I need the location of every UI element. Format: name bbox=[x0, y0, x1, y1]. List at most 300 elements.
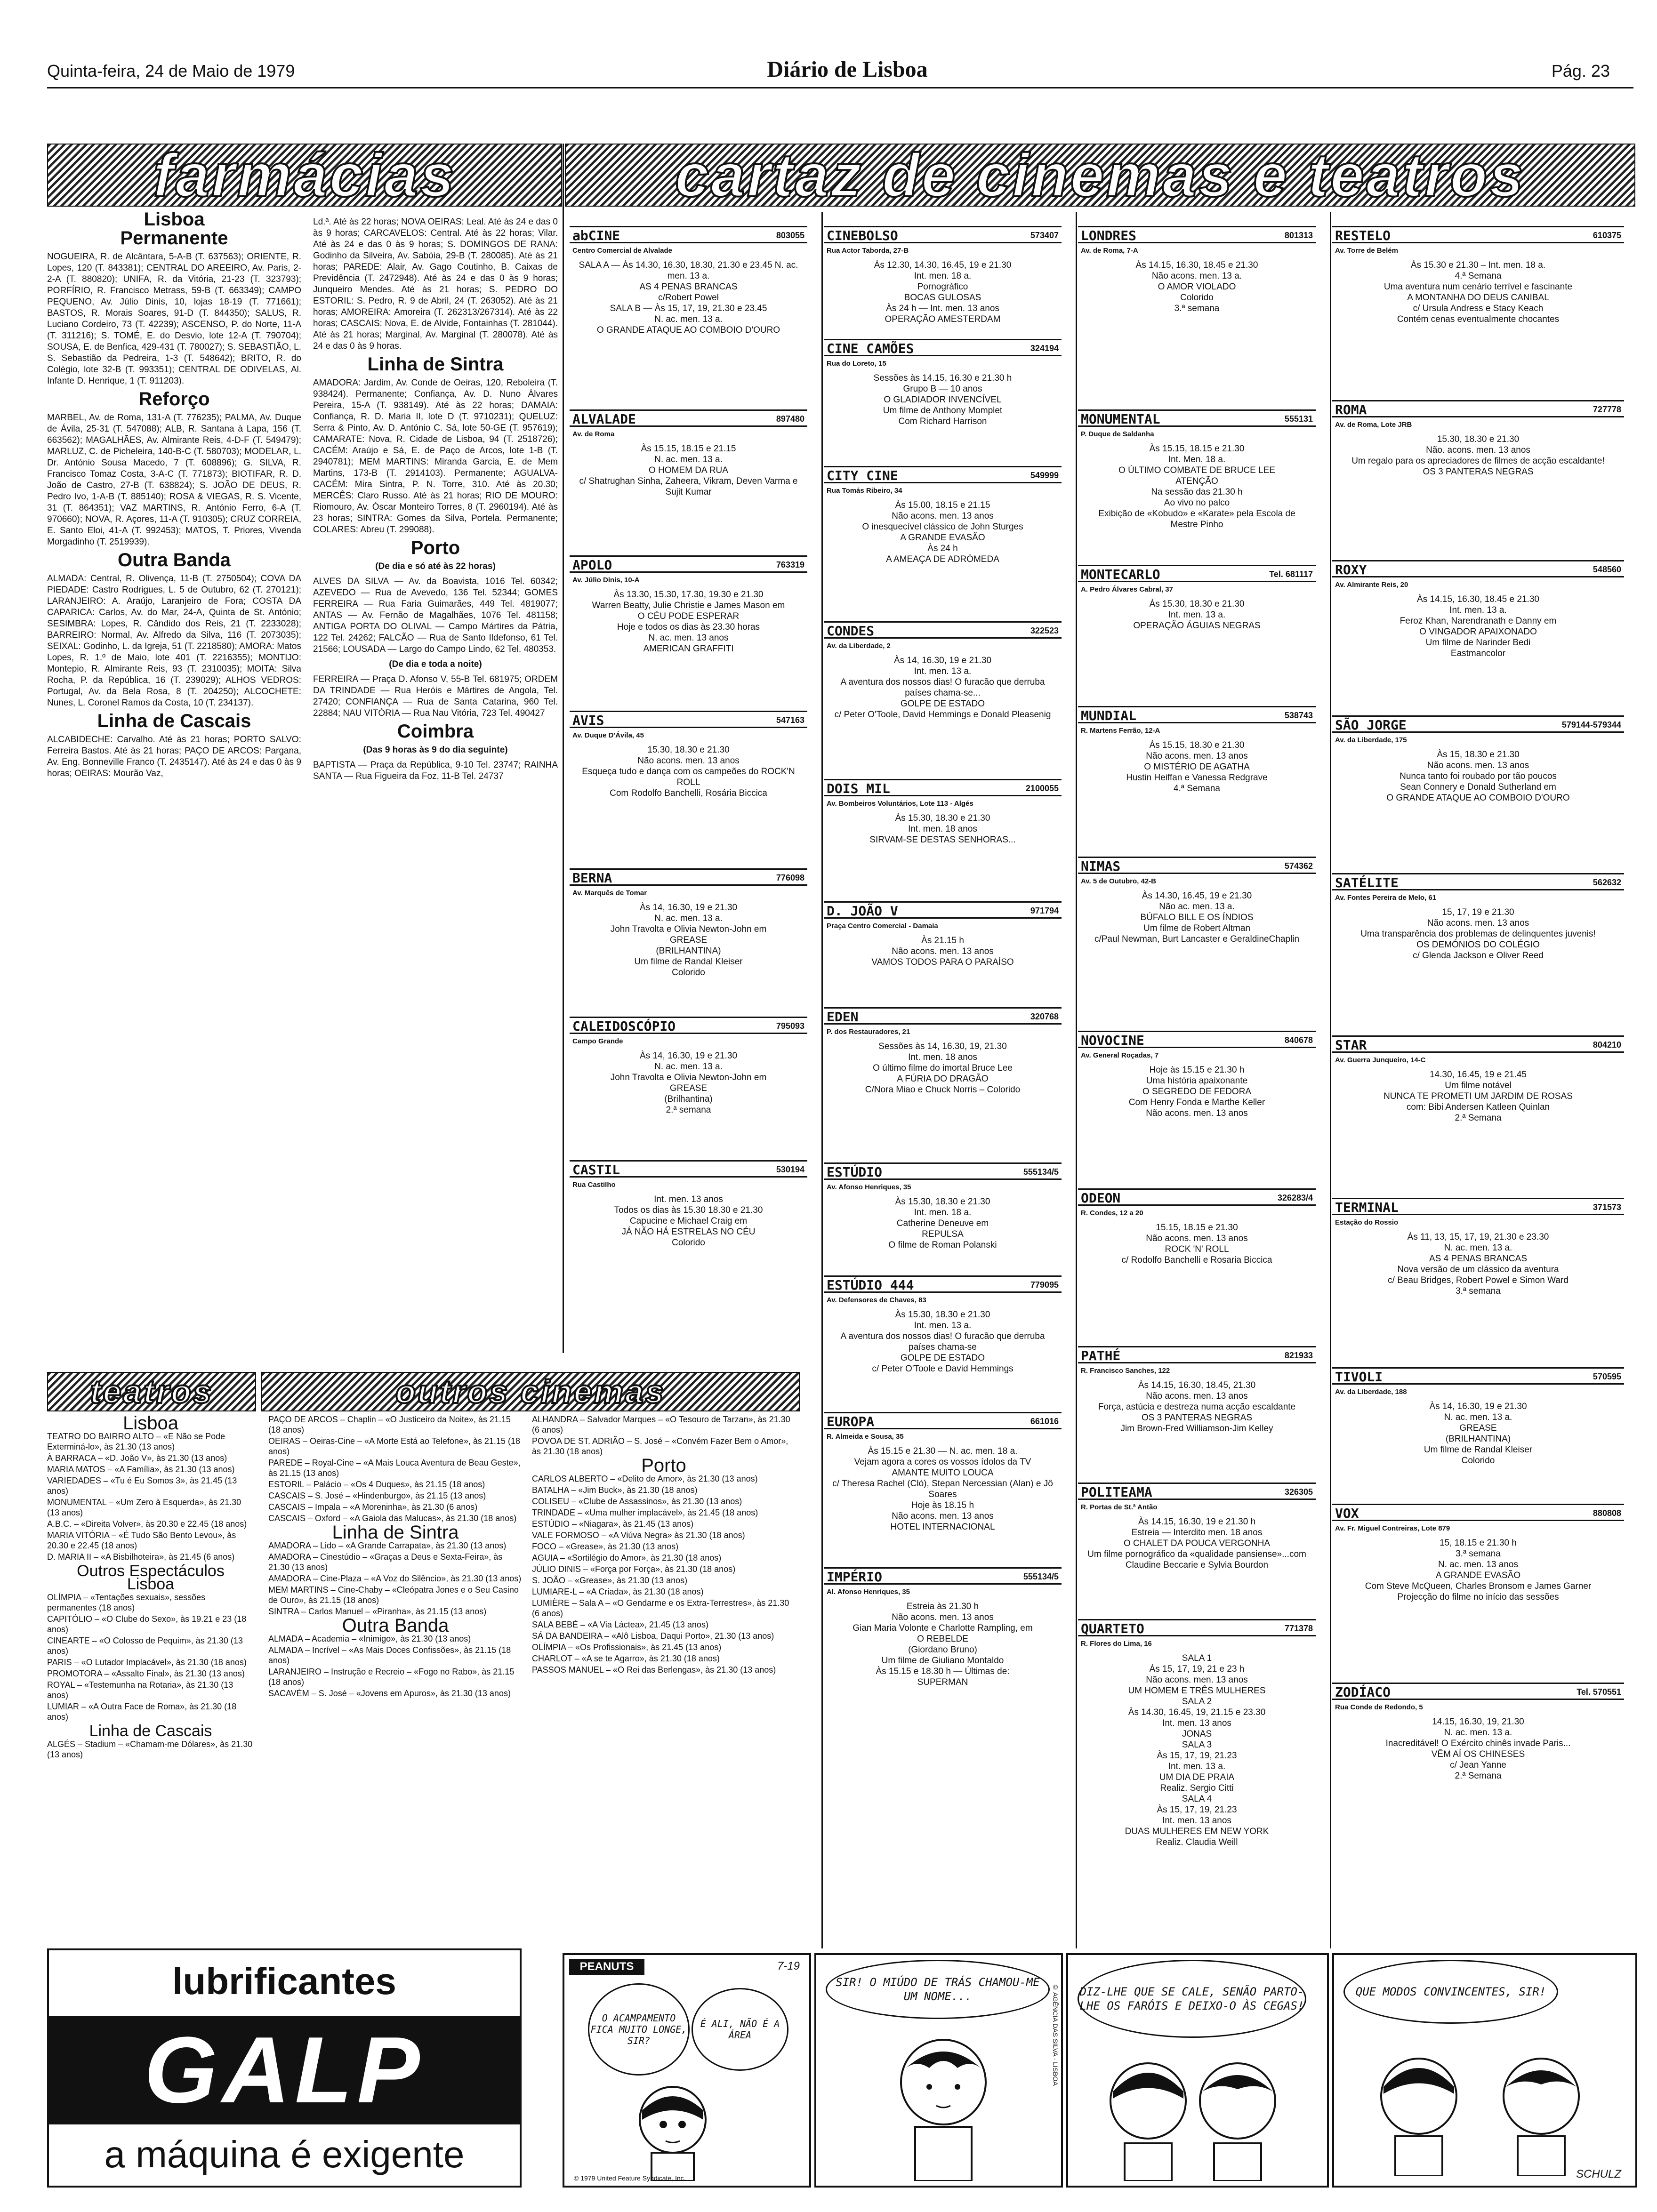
cinema-name: EUROPA bbox=[827, 1414, 875, 1429]
cinema-address: Av. da Liberdade, 2 bbox=[827, 642, 891, 650]
cinema-phone: 555134/5 bbox=[1023, 1572, 1059, 1581]
cinema-phone: 971794 bbox=[1030, 906, 1059, 915]
cinema-program: Às 15.30, 18.30 e 21.30 Int. men. 18 a. Catherine Deneuve em REPULSA O filme de Roman Polanski bbox=[888, 1197, 997, 1250]
cinema-address: Av. 5 de Outubro, 42-B bbox=[1081, 877, 1157, 885]
outros-espectaculos-heading: Outros Espectáculos bbox=[77, 1562, 225, 1580]
ad-slogan: a máquina é exigente bbox=[104, 2133, 465, 2175]
coimbra-heading: Coimbra bbox=[397, 721, 474, 742]
cinema-header bbox=[1078, 1032, 1316, 1048]
porto-heading: Porto bbox=[410, 537, 460, 558]
cinema-header bbox=[1078, 707, 1316, 723]
cinema-program: 15, 17, 19 e 21.30 Não acons. men. 13 anos Uma transparência dos problemas de delinquentes juvenis! OS DEMÓNIOS DO COLÉGIO c/ Glenda Jackson e Oliver Reed bbox=[1360, 907, 1596, 961]
cinema-name: CINE CAMÕES bbox=[827, 341, 914, 356]
cinema-name: DOIS MIL bbox=[827, 781, 890, 796]
cinema-listing bbox=[1078, 857, 1316, 1027]
cinema-name: MONUMENTAL bbox=[1081, 411, 1160, 427]
cinema-header bbox=[1078, 1484, 1316, 1500]
cinema-address: Centro Comercial de Alvalade bbox=[572, 247, 673, 255]
outros-cinemas-banner bbox=[261, 1372, 800, 1411]
header-rule bbox=[47, 87, 1633, 88]
cinema-header bbox=[1078, 858, 1316, 874]
cinema-program: Hoje às 15.15 e 21.30 h Uma história apaixonante O SEGREDO DE FEDORA Com Henry Fonda e Marthe Keller Não acons. men. 13 anos bbox=[1128, 1065, 1265, 1118]
reforco-list: MARBEL, Av. de Roma, 131-A (T. 776235); PALMA, Av. Duque de Ávila, 25-31 (T. 547088); ALB, R. Santana à Lapa, 156 (T. 663562); MAGALHÃES, Av. Almirante Reis, 4-D-F (T. 549479); MARLUZ, C. de Picheleira, 140-B-C (T. 580703); MODELAR, L. Dr. António Sousa Macedo, 7 (T. 608896); G. SILVA, R. Francisco Tomaz Costa, 3-A-C (T. 771873); BIOTIFAR, R. D. João de Castro, 27-B (T. 638824); S. JOÃO DE DEUS, R. Pedro Ivo, 1-A-B (T. 885140); ROSA & VIEGAS, R. S. Vicente, 31 (T. 864351); VAZ MARTINS, R. António Ferro, 6-A (T. 970660); NOVA, R. Açores, 11-A (T. 910305); CRUZ CORREIA, E. Santo Eloi, 41-A (T. 992453); MATOS, T. Priores, Vivenda Morgadinho (T. 2519939). bbox=[47, 413, 301, 547]
cinema-name: CALEIDOSCÓPIO bbox=[572, 1018, 676, 1034]
cinema-phone: 579144-579344 bbox=[1561, 720, 1621, 729]
cinema-phone: 2100055 bbox=[1025, 784, 1059, 793]
cinema-name: TIVOLI bbox=[1335, 1369, 1383, 1385]
cinema-header bbox=[1332, 717, 1624, 733]
cinema-listing bbox=[824, 1412, 1062, 1563]
cinema-header bbox=[1078, 566, 1316, 582]
teatros-section bbox=[47, 1414, 254, 1937]
cinema-address: Rua Tomás Ribeiro, 34 bbox=[827, 487, 902, 495]
cinema-phone: Tel. 681117 bbox=[1269, 569, 1313, 579]
listing-entry: MONUMENTAL – «Um Zero à Esquerda», às 21.30 (13 anos) bbox=[47, 1498, 241, 1517]
cinema-header bbox=[1332, 561, 1624, 577]
cinema-address: Av. Torre de Belém bbox=[1335, 247, 1398, 255]
cinema-header bbox=[1332, 1684, 1624, 1700]
listing-entry: MARIA VITÓRIA – «É Tudo São Bento Levou», às 20.30 e 22.45 (18 anos) bbox=[47, 1531, 236, 1550]
listing-entry: À BARRACA – «D. João V», às 21.30 (13 anos) bbox=[47, 1453, 227, 1463]
listing-entry: ROYAL – «Testemunha na Rotaria», às 21.30 (13 anos) bbox=[47, 1680, 233, 1700]
cinema-listing bbox=[1078, 1483, 1316, 1615]
cinema-phone: 795093 bbox=[776, 1021, 804, 1031]
comic-title: PEANUTS bbox=[569, 1959, 644, 1975]
cinema-name: SÃO JORGE bbox=[1335, 717, 1407, 733]
cinema-address: Av. Almirante Reis, 20 bbox=[1335, 581, 1408, 589]
outros-cinemas-col-1 bbox=[268, 1414, 523, 1937]
cinema-listing bbox=[1332, 1198, 1624, 1363]
cinema-name: ESTÚDIO bbox=[827, 1164, 883, 1180]
cinema-phone: 555134/5 bbox=[1023, 1167, 1059, 1177]
cinema-address: Av. Duque D'Ávila, 45 bbox=[572, 731, 644, 739]
cinema-program: Às 14, 16.30, 19 e 21.30 Int. men. 13 a. A aventura dos nossos dias! O furacão que derruba países chama-se... GOLPE DE ESTADO c/ Peter O'Toole, David Hemmings e Donald Pleasenig bbox=[834, 656, 1051, 720]
teatros-cascais-list bbox=[47, 1739, 254, 1760]
cinema-address: Av. de Roma, Lote JRB bbox=[1335, 421, 1412, 429]
cinema-program: SALA A — Às 14.30, 16.30, 18.30, 21.30 e 23.45 N. ac. men. 13 a. AS 4 PENAS BRANCAS c/Robert Powel SALA B — Às 15, 17, 19, 21.30 e 23.45 N. ac. men. 13 a. O GRANDE ATAQUE AO COMBOIO D'OURO bbox=[579, 260, 798, 335]
listing-entry: ALHANDRA – Salvador Marques – «O Tesouro de Tarzan», às 21.30 (6 anos) bbox=[532, 1415, 790, 1435]
listing-entry: OLÍMPIA – «Tentações sexuais», sessões permanentes (18 anos) bbox=[47, 1593, 206, 1612]
cinema-program: 15.30, 18.30 e 21.30 Não acons. men. 13 anos Esqueça tudo e dança com os campeões do ROCK'N ROLL Com Rodolfo Banchelli, Rosária Biccica bbox=[582, 745, 795, 798]
cinema-header bbox=[570, 557, 807, 573]
peppermint-patty-figure bbox=[882, 2035, 1005, 2181]
cinema-name: IMPÉRIO bbox=[827, 1569, 883, 1585]
galp-brand: GALP bbox=[144, 2018, 425, 2123]
listing-entry: LUMIAR – «A Outra Face de Roma», às 21.30 (18 anos) bbox=[47, 1702, 237, 1722]
cinema-listing bbox=[824, 1275, 1062, 1408]
sintra-heading: Linha de Sintra bbox=[367, 354, 504, 375]
cinema-phone: Tel. 570551 bbox=[1577, 1687, 1621, 1697]
cinema-address: R. Francisco Sanches, 122 bbox=[1081, 1367, 1170, 1375]
listing-entry: AMADORA – Cinestúdio – «Graças a Deus e Sexta-Feira», às 21.30 (13 anos) bbox=[268, 1552, 503, 1572]
cinema-header bbox=[1078, 1620, 1316, 1636]
cinema-program: Às 15.15, 18.15 e 21.30 Int. Men. 18 a. O ÚLTIMO COMBATE DE BRUCE LEE ATENÇÃO Na sessão das 21.30 h Ao vivo no palco Exibição de «Kobudo» e «Karate» pela Escola de Mestre Pinho bbox=[1098, 444, 1295, 529]
cinema-listing bbox=[824, 466, 1062, 617]
cinema-address: Rua Conde de Redondo, 5 bbox=[1335, 1703, 1423, 1711]
cinema-name: VOX bbox=[1335, 1506, 1359, 1521]
listing-entry: OLÍMPIA – «Os Profissionais», às 21.45 (13 anos) bbox=[532, 1643, 722, 1652]
cinema-address: R. Condes, 12 a 20 bbox=[1081, 1209, 1143, 1217]
cinema-listing bbox=[824, 779, 1062, 898]
galp-advertisement bbox=[47, 1948, 522, 2188]
cartaz-banner-text: cartaz de cinemas e teatros bbox=[675, 144, 1526, 207]
listing-entry: AMADORA – Cine-Plaza – «A Voz do Silêncio», às 21.30 (13 anos) bbox=[268, 1574, 522, 1583]
page-number: Pág. 23 bbox=[1551, 61, 1610, 80]
cinema-header bbox=[824, 1009, 1062, 1025]
listing-entry: ALMADA – Incrível – «As Mais Doces Confissões», às 21.15 (18 anos) bbox=[268, 1645, 511, 1665]
listing-entry: SÁ DA BANDEIRA – «Alô Lisboa, Daqui Porto», 21.30 (13 anos) bbox=[532, 1631, 774, 1641]
listing-entry: CASCAIS – Oxford – «A Gaiola das Malucas», às 21.30 (18 anos) bbox=[268, 1514, 517, 1523]
listing-entry: MEM MARTINS – Cine-Chaby – «Cleópatra Jones e o Seu Casino de Ouro», às 21.15 (18 anos) bbox=[268, 1585, 519, 1605]
listing-entry: TEATRO DO BAIRRO ALTO – «E Não se Pode Exterminá-lo», às 21.30 (13 anos) bbox=[47, 1432, 225, 1451]
cinema-program: Às 13.30, 15.30, 17.30, 19.30 e 21.30 Warren Beatty, Julie Christie e James Mason em O CÉU PODE ESPERAR Hoje e todos os dias às 23.30 horas N. ac. men. 13 anos AMERICAN GRAFFITI bbox=[592, 590, 785, 654]
cinema-name: MUNDIAL bbox=[1081, 708, 1137, 723]
cinema-listing bbox=[570, 409, 807, 552]
cinema-address: A. Pedro Álvares Cabral, 37 bbox=[1081, 585, 1173, 593]
cinema-program: 15.15, 18.15 e 21.30 Não acons. men. 13 anos ROCK 'N' ROLL c/ Rodolfo Banchelli e Rosaria Biccica bbox=[1121, 1223, 1272, 1265]
cinema-phone: 555131 bbox=[1284, 414, 1313, 424]
listing-entry: D. MARIA II – «A Bisbilhoteira», às 21.45 (6 anos) bbox=[47, 1552, 235, 1562]
cinema-header bbox=[1332, 1199, 1624, 1215]
permanente-heading: Permanente bbox=[120, 228, 228, 248]
galp-logo bbox=[49, 2016, 520, 2124]
cinema-listing bbox=[570, 226, 807, 406]
cinema-address: R. Portas de St.ª Antão bbox=[1081, 1503, 1158, 1511]
porto-subheading: (De dia e só até às 22 horas) bbox=[375, 561, 496, 571]
listing-entry: CASCAIS – S. José – «Hindenburgo», às 21.15 (13 anos) bbox=[268, 1491, 486, 1500]
cinema-program: Às 14.15, 16.30, 18.45 e 21.30 Não acons. men. 13 a. O AMOR VIOLADO Colorido 3.ª semana bbox=[1135, 260, 1258, 313]
cinema-listing bbox=[824, 901, 1062, 1003]
listing-entry: PARIS – «O Lutador Implacável», às 21.30 (18 anos) bbox=[47, 1658, 247, 1667]
cinema-phone: 804210 bbox=[1593, 1040, 1621, 1050]
comic-panel-3 bbox=[1066, 1953, 1329, 2188]
reforco-heading: Reforço bbox=[138, 389, 210, 409]
speech-bubble-1: O ACAMPAMENTO FICA MUITO LONGE, SIR? bbox=[588, 1983, 690, 2076]
cinema-header bbox=[1078, 1347, 1316, 1363]
speech-bubble-1b: É ALI, NÃO É A ÁREA bbox=[692, 1988, 788, 2071]
cinema-listing bbox=[1078, 706, 1316, 853]
comic-date: 7-19 bbox=[777, 1960, 800, 1972]
cinema-address: Av. Fontes Pereira de Melo, 61 bbox=[1335, 894, 1437, 902]
listing-entry: POVOA DE ST. ADRIÃO – S. José – «Convém Fazer Bem o Amor», às 21.30 (18 anos) bbox=[532, 1436, 788, 1456]
listing-entry: CHARLOT – «A se te Agarro», às 21.30 (18 anos) bbox=[532, 1654, 720, 1663]
two-girls-figure bbox=[1096, 2049, 1294, 2181]
cinema-program: Às 15.30 e 21.30 – Int. men. 18 a. 4.ª Semana Uma aventura num cenário terrível e fascinante A MONTANHA DO DEUS CANIBAL c/ Ursula Andress e Stacy Keach Contém cenas eventualmente chocantes bbox=[1384, 260, 1573, 324]
cinema-phone: 326283/4 bbox=[1277, 1193, 1313, 1202]
cinema-name: EDEN bbox=[827, 1009, 859, 1025]
cinema-phone: 562632 bbox=[1593, 878, 1621, 887]
cinema-program: Às 15.15 e 21.30 — N. ac. men. 18 a. Vejam agora a cores os vossos ídolos da TV AMANTE MUITO LOUCA c/ Theresa Rachel (Cló), Stepan Nercessian (Alan) e Jô Soares Hoje às 18.15 h Não acons. men. 13 anos HOTEL INTERNACIONAL bbox=[832, 1446, 1053, 1532]
cinema-name: SATÉLITE bbox=[1335, 875, 1399, 890]
outros-lisboa-heading: Lisboa bbox=[127, 1575, 175, 1593]
cinema-listing bbox=[824, 1007, 1062, 1159]
listing-entry: LARANJEIRO – Instrução e Recreio – «Fogo no Rabo», às 21.15 (18 anos) bbox=[268, 1667, 515, 1687]
listing-entry: AGUIA – «Sortilégio do Amor», às 21.30 (18 anos) bbox=[532, 1553, 722, 1563]
cinema-column-divider bbox=[1330, 212, 1331, 1948]
cinema-address: Av. Júlio Dinis, 10-A bbox=[572, 576, 640, 584]
cinema-header bbox=[824, 1164, 1062, 1180]
coimbra-subheading: (Das 9 horas às 9 do dia seguinte) bbox=[363, 745, 508, 755]
cinema-phone: 771378 bbox=[1284, 1624, 1313, 1633]
listing-entry: A.B.C. – «Direita Volver», às 20.30 e 22.45 (18 anos) bbox=[47, 1519, 247, 1529]
teatros-banner-text: teatros bbox=[90, 1373, 213, 1410]
listing-entry: PAÇO DE ARCOS – Chaplin – «O Justiceiro da Noite», às 21.15 (18 anos) bbox=[268, 1415, 511, 1435]
farmacias-banner bbox=[47, 144, 562, 207]
listing-entry: ALGÉS – Stadium – «Chamam-me Dólares», às 21.30 (13 anos) bbox=[47, 1739, 253, 1759]
outros-cinemas-banner-text: outros cinemas bbox=[395, 1373, 666, 1410]
cinema-program: Às 14.15, 16.30, 19 e 21.30 h Estreia — Interdito men. 18 anos O CHALET DA POUCA VERGONHA Um filme pornográfico da «qualidade pansiense»...com Claudine Beccarie e Sylvia Bourdon bbox=[1087, 1517, 1306, 1570]
cinema-name: ESTÚDIO 444 bbox=[827, 1277, 914, 1293]
cinema-program: Às 15.15, 18.30 e 21.30 Não acons. men. 13 anos O MISTÉRIO DE AGATHA Hustin Heiffan e Vanessa Redgrave 4.ª Semana bbox=[1126, 740, 1268, 793]
cinema-phone: 763319 bbox=[776, 560, 804, 569]
teatros-cascais-heading: Linha de Cascais bbox=[89, 1722, 212, 1740]
cinema-listing bbox=[1332, 560, 1624, 712]
cinema-program: Às 15.00, 18.15 e 21.15 Não acons. men. 13 anos O inesquecível clássico de John Sturges A GRANDE EVASÃO Às 24 h A AMEAÇA DE ADRÓMEDA bbox=[862, 500, 1023, 564]
cinema-name: PATHÉ bbox=[1081, 1348, 1121, 1363]
listing-entry: CAPITÓLIO – «O Clube do Sexo», às 19.21 e 23 (18 anos) bbox=[47, 1614, 247, 1634]
cinema-phone: 574362 bbox=[1284, 861, 1313, 871]
listing-entry: TRINDADE – «Uma mulher implacável», às 21.45 (18 anos) bbox=[532, 1508, 758, 1517]
cinema-program: Às 15.15, 18.15 e 21.15 N. ac. men. 13 a. O HOMEM DA RUA c/ Shatrughan Sinha, Zaheera, Vikram, Deven Varma e Sujit Kumar bbox=[579, 444, 798, 497]
cinema-phone: 320768 bbox=[1030, 1012, 1059, 1021]
cinema-program: Às 15.30, 18.30 e 21.30 Int. men. 13 a. OPERAÇÃO ÁGUIAS NEGRAS bbox=[1133, 599, 1261, 631]
cinema-listing bbox=[1078, 409, 1316, 561]
cinema-address: R. Almeida e Sousa, 35 bbox=[827, 1433, 904, 1441]
comic-signature: SCHULZ bbox=[1576, 2168, 1621, 2180]
cinema-listing bbox=[1078, 1188, 1316, 1342]
cinema-listing bbox=[1332, 1035, 1624, 1194]
cinema-address: Av. Afonso Henriques, 35 bbox=[827, 1183, 911, 1191]
cinema-name: AVIS bbox=[572, 713, 604, 728]
cascais-heading: Linha de Cascais bbox=[97, 711, 251, 731]
cinema-address: Av. de Roma bbox=[572, 430, 615, 438]
cinema-name: ODEON bbox=[1081, 1190, 1121, 1206]
cinema-listing bbox=[1332, 1367, 1624, 1500]
listing-entry: VALE FORMOSO – «A Viúva Negra» às 21.30 (18 anos) bbox=[532, 1531, 745, 1540]
cascais-list: ALCABIDECHE: Carvalho. Até às 21 horas; PORTO SALVO: Ferreira Bastos. Até às 21 horas; PAÇO DE ARCOS: Pargana, Av. Eng. Bonneville Franco (T. 2435147). Até às 24 e das 0 às 9 horas; OEIRAS: Mourão Vaz, bbox=[47, 735, 301, 778]
porto-list: ALVES DA SILVA — Av. da Boavista, 1016 Tel. 60342; AZEVEDO — Rua de Avevedo, 136 Tel. 52344; GOMES FERREIRA — Rua Faria Guimarães, 449 Tel. 4819077; ANTAS — Av. Fernão de Magalhães, 1076 Tel. 481158; ANTIGA PORTA DO OLIVAL — Campo Mártires da Pátria, 122 Tel. 24262; FALCÃO — Rua de Santo Ildefonso, 61 Tel. 21566; LOUSADA — Largo do Campo Lindo, 62 Tel. 480353. bbox=[313, 577, 558, 654]
cinema-address: Av. Fr. Miguel Contreiras, Lote 879 bbox=[1335, 1524, 1450, 1532]
cinema-phone: 801313 bbox=[1284, 231, 1313, 240]
oc-porto-list bbox=[532, 1474, 796, 1675]
listing-entry: SINTRA – Carlos Manuel – «Piranha», às 21.15 (13 anos) bbox=[268, 1607, 487, 1616]
cinema-program: Às 15.30, 18.30 e 21.30 Int. men. 18 anos SIRVAM-SE DESTAS SENHORAS... bbox=[869, 813, 1016, 845]
cinema-name: BERNA bbox=[572, 870, 612, 886]
cinema-program: SALA 1 Às 15, 17, 19, 21 e 23 h Não acons. men. 13 anos UM HOMEM E TRÊS MULHERES SALA 2 Às 14.30, 16.45, 19, 21.15 e 23.30 Int. men. 13 anos JONAS SALA 3 Às 15, 17, 19, 21.23 Int. men. 13 a. UM DIA DE PRAIA Realiz. Sergio Citti SALA 4 Às 15, 17, 19, 21.23 Int. men. 13 anos DUAS MULHERES EM NEW YORK Realiz. Claudia Weill bbox=[1125, 1653, 1269, 1847]
cinema-listing bbox=[570, 555, 807, 707]
cinema-address: Estação do Rossio bbox=[1335, 1218, 1399, 1226]
cinema-phone: 548560 bbox=[1593, 565, 1621, 574]
cinema-address: Al. Afonso Henriques, 35 bbox=[827, 1588, 910, 1596]
cinema-phone: 573407 bbox=[1030, 231, 1059, 240]
listing-entry: MARIA MATOS – «A Família», às 21.30 (13 anos) bbox=[47, 1465, 235, 1474]
outros-cinemas-col-2 bbox=[532, 1414, 796, 1937]
cinema-listing bbox=[824, 226, 1062, 335]
listing-entry: PROMOTORA – «Assalto Final», às 21.30 (13 anos) bbox=[47, 1669, 245, 1678]
cinema-phone: 549999 bbox=[1030, 471, 1059, 480]
cinema-listing bbox=[1078, 1346, 1316, 1479]
listing-entry: BATALHA – «Jim Buck», às 21.30 (18 anos) bbox=[532, 1485, 698, 1495]
cinema-header bbox=[1332, 227, 1624, 243]
cinema-header bbox=[1332, 874, 1624, 890]
permanente-list: NOGUEIRA, R. de Alcântara, 5-A-B (T. 637563); ORIENTE, R. Lopes, 120 (T. 843381); CENTRAL DO AREEIRO, Av. Paris, 2-2-A (T. 880820); UNIFA, R. da Vitória, 21-23 (T. 323793); PORFÍRIO, R. Francisco Metrass, 59-B (T. 663349); CAMPO PEQUENO, Av. Júlio Dinis, 10, lojas 18-19 (T. 771661); BASTOS, R. Morais Soares, 91-D (T. 844350); SALUS, R. Luciano Cordeiro, 73 (T. 42239); ASCENSO, P. do Norte, 11-A (T. 311216); S. TOMÉ, E. do Desvio, lote 12-A (T. 790704); SOUSA, E. de Benfica, 429-431 (T. 780027); S. SEBASTIÃO, L. S. Sebastião da Pedreira, 1-3 (T. 548642); BRITO, R. do Colégio, lote 32-B (T. 993351); CENTRAL DE ODIVELAS, Al. Infante D. Henrique, 1 (T. 911203). bbox=[47, 252, 301, 386]
oc-sintra-heading: Linha de Sintra bbox=[332, 1522, 459, 1543]
porto-subheading-2: (De dia e toda a noite) bbox=[389, 659, 482, 669]
cinema-listing bbox=[1078, 1031, 1316, 1185]
cinema-listing bbox=[1078, 565, 1316, 702]
cinema-header bbox=[570, 712, 807, 728]
cinema-listing bbox=[824, 1162, 1062, 1272]
cinema-name: RESTELO bbox=[1335, 228, 1391, 243]
cinema-header bbox=[570, 1162, 807, 1178]
cinema-program: Às 21.15 h Não acons. men. 13 anos VAMOS TODOS PARA O PARAÍSO bbox=[871, 936, 1014, 967]
listing-entry: CASCAIS – Impala – «A Moreninha», às 21.30 (6 anos) bbox=[268, 1502, 478, 1512]
cinema-program: Às 15.30, 18.30 e 21.30 Int. men. 13 a. A aventura dos nossos dias! O furacão que derruba países chama-se GOLPE DE ESTADO c/ Peter O'Toole e David Hemmings bbox=[840, 1310, 1045, 1374]
cinema-program: Às 12.30, 14.30, 16.45, 19 e 21.30 Int. men. 18 a. Pornográfico BOCAS GULOSAS Às 24 h — Int. men. 13 anos OPERAÇÃO AMESTERDAM bbox=[874, 260, 1012, 324]
outra-banda-list: ALMADA: Central, R. Olivença, 11-B (T. 2750504); COVA DA PIEDADE: Castro Rodrigues, L. 5 de Outubro, 62 (T. 270121); LARANJEIRO: A. Araújo, Laranjeiro de Fora; COSTA DA CAPARICA: Carlos, Av. do Mar, 24-A, Quinta de St. António; SESIMBRA: Lopes, R. Cândido dos Reis, 21 (T. 2233028); BARREIRO: Normal, Av. Alfredo da Silva, 116 (T. 2073035); SEIXAL: Godinho, L. da Igreja, 51 (T. 2218580); AMORA: Matos Lopes, R. 1.º de Maio, lote 401 (T. 2216355); MONTIJO: Montepio, R. Almirante Reis, 93 (T. 2310035); MOITA: Silva Rocha, P. da República, 16 (T. 239029); ALHOS VEDROS: Portugal, Av. da Bela Rosa, 8 (T. 204250); ALCOCHETE: Nunes, L. Coronel Ramos da Costa, 10 (T. 234137). bbox=[47, 574, 301, 708]
cinema-phone: 326305 bbox=[1284, 1487, 1313, 1497]
cinema-name: ROMA bbox=[1335, 402, 1367, 417]
cinema-column-divider bbox=[1076, 212, 1077, 1948]
cinema-phone: 880808 bbox=[1593, 1508, 1621, 1518]
cinema-phone: 570595 bbox=[1593, 1372, 1621, 1381]
cinema-header bbox=[824, 467, 1062, 483]
listing-entry: CARLOS ALBERTO – «Delito de Amor», às 21.30 (13 anos) bbox=[532, 1474, 758, 1483]
outros-espectaculos-list bbox=[47, 1592, 254, 1722]
listing-entry: COLISEU – «Clube de Assassinos», às 21.30 (13 anos) bbox=[532, 1497, 742, 1506]
cinema-program: Às 11, 13, 15, 17, 19, 21.30 e 23.30 N. ac. men. 13 a. AS 4 PENAS BRANCAS Nova versão de um clássico da aventura c/ Beau Bridges, Robert Powel e Simon Ward 3.ª semana bbox=[1388, 1232, 1569, 1296]
teatros-lisboa-heading: Lisboa bbox=[123, 1414, 178, 1434]
cascais-continued: Ld.ª. Até às 22 horas; NOVA OEIRAS: Leal. Até às 24 e das 0 às 9 horas; CARCAVELOS: Central. Até às 22 horas; Vilar. Até às 24 e das 0 às 9 horas; S. DOMINGOS DE RANA: Godinho da Silveira, Av. Sabóia, 29-B (T. 280085). Até às 21 horas; PAREDE: Alair, Av. Gago Coutinho, B. Caixas de Previdência (T. 2472948). Até às 24 e das 0 às 9 horas; Junqueiro Mendes. Até às 21 horas; S. PEDRO DO ESTORIL: S. Pedro, R. 9 de Abril, 24 (T. 263052). Até às 21 horas; AMOREIRA: Amoreira (T. 262313/267314). Até às 22 horas; CASCAIS: Nova, E. de Alvide, Fontainhas (T. 281044). Até às 21 horas; Marginal, Av. Marginal (T. 280078). Até às 24 e das 0 às 9 horas. bbox=[313, 217, 558, 351]
cinema-address: Rua do Loreto, 15 bbox=[827, 360, 886, 368]
cinema-listing bbox=[1332, 400, 1624, 556]
cinema-name: abCINE bbox=[572, 228, 620, 243]
cinema-listing bbox=[1332, 1504, 1624, 1679]
cinema-listing bbox=[1078, 226, 1316, 406]
cinema-address: Praça Centro Comercial - Damaia bbox=[827, 922, 938, 930]
cinema-header bbox=[570, 411, 807, 427]
cinema-program: Int. men. 13 anos Todos os dias às 15.30 18.30 e 21.30 Capucine e Michael Craig em JÁ NÃO HÁ ESTRELAS NO CÉU Colorido bbox=[614, 1194, 763, 1248]
cinema-listing bbox=[570, 868, 807, 1013]
listing-entry: FOCO – «Grease», às 21.30 (13 anos) bbox=[532, 1542, 679, 1551]
cinema-header bbox=[1332, 1037, 1624, 1053]
farmacias-banner-text: farmácias bbox=[153, 144, 456, 207]
oc-sintra-list bbox=[268, 1540, 523, 1617]
cinema-header bbox=[824, 1277, 1062, 1293]
listing-entry: ALMADA – Academia – «Inimigo», às 21.30 (13 anos) bbox=[268, 1634, 471, 1643]
comic-panel-1 bbox=[563, 1953, 811, 2188]
cinema-listing bbox=[824, 339, 1062, 462]
listing-entry: VARIEDADES – «Tu é Eu Somos 3», às 21.45 (13 anos) bbox=[47, 1476, 237, 1496]
listing-entry: ESTORIL – Palácio – «Os 4 Duques», às 21.15 (18 anos) bbox=[268, 1480, 485, 1489]
cinema-phone: 610375 bbox=[1593, 231, 1621, 240]
comic-panel-2 bbox=[814, 1953, 1063, 2188]
listing-entry: CINEARTE – «O Colosso de Pequim», às 21.30 (13 anos) bbox=[47, 1636, 243, 1656]
cinema-address: Av. General Roçadas, 7 bbox=[1081, 1051, 1159, 1059]
listing-entry: OEIRAS – Oeiras-Cine – «A Morte Está ao Telefone», às 21.15 (18 anos) bbox=[268, 1436, 520, 1456]
cinema-name: ROXY bbox=[1335, 562, 1367, 577]
teatros-lisboa-list bbox=[47, 1431, 254, 1562]
outra-banda-heading: Outra Banda bbox=[117, 550, 231, 570]
cinema-program: Às 15, 18.30 e 21.30 Não acons. men. 13 anos Nunca tanto foi roubado por tão poucos Sean Connery e Donald Sutherland em O GRANDE ATAQUE AO COMBOIO D'OURO bbox=[1386, 750, 1570, 803]
cinema-address: Av. Bombeiros Voluntários, Lote 113 - Algés bbox=[827, 800, 973, 808]
cinema-program: Sessões às 14, 16.30, 19, 21.30 Int. men. 18 anos O último filme do imortal Bruce Lee A FÚRIA DO DRAGÃO C/Nora Miao e Chuck Norris – Colorido bbox=[865, 1042, 1021, 1095]
cinema-name: LONDRES bbox=[1081, 228, 1137, 243]
cinema-address: Av. Guerra Junqueiro, 14-C bbox=[1335, 1056, 1426, 1064]
cinema-program: Estreia às 21.30 h Não acons. men. 13 anos Gian Maria Volonte e Charlotte Rampling, em O REBELDE (Giordano Bruno) Um filme de Giuliano Montaldo Às 15.15 e 18.30 h — Últimas de: SUPERMAN bbox=[853, 1602, 1033, 1687]
sintra-list: AMADORA: Jardim, Av. Conde de Oeiras, 120, Reboleira (T. 938424). Permanente; Confiança, Av. D. Nuno Álvares Pereira, 15-A (T. 938149). Até às 22 horas; DAMAIA: Confiança, R. D. Maria II, lote D (T. 9710231); QUELUZ: Serra & Pinto, Av. D. António C. Sá, lote 50-GE (T. 957619); CAMARATE: Nova, R. Cidade de Lisboa, 94 (T. 2518726); CACÉM: Araújo e Sá, E. de Paço de Arcos, lote 1-B (T. 2940781); MEM MARTINS: Miranda Garcia, E. de Mem Martins, 173-B (T. 2914103). Permanente; AGUALVA-CACÉM: Mira Sintra, P. N. Torre, 310. Até às 20.30; MERCÊS: Claro Russo. Até às 21 horas; RIO DE MOURO: Riomouro, Av. Óscar Monteiro Torres, 8 (T. 2960194). Até às 23 horas; SINTRA: Gomes da Silva, Portela. Permanente; COLARES: Abreu (T. 299088). bbox=[313, 378, 558, 535]
cinema-program: 15, 18.15 e 21.30 h 3.ª semana N. ac. men. 13 anos A GRANDE EVASÃO Com Steve McQueen, Charles Bronsom e James Garner Projecção do filme no início das sessões bbox=[1365, 1538, 1592, 1602]
cinema-header bbox=[824, 340, 1062, 356]
cinema-address: R. Flores do Lima, 16 bbox=[1081, 1640, 1152, 1648]
cinema-name: STAR bbox=[1335, 1037, 1367, 1053]
oc-banda-list bbox=[268, 1634, 523, 1699]
cinema-header bbox=[1078, 1190, 1316, 1206]
comic-copyright: © 1979 United Feature Syndicate, Inc. bbox=[574, 2174, 686, 2182]
cinema-name: TERMINAL bbox=[1335, 1200, 1399, 1215]
cinema-program: Às 14.15, 16.30, 18.45 e 21.30 Int. men. 13 a. Feroz Khan, Narendranath e Danny em O VINGADOR APAIXONADO Um filme de Narinder Bedi Eastmancolor bbox=[1400, 594, 1557, 658]
cartaz-banner bbox=[565, 144, 1635, 207]
cinema-address: P. Duque de Saldanha bbox=[1081, 430, 1154, 438]
cinema-phone: 840678 bbox=[1284, 1035, 1313, 1045]
cinema-phone: 727778 bbox=[1593, 405, 1621, 414]
cinema-header bbox=[1078, 411, 1316, 427]
cinema-name: CINEBOLSO bbox=[827, 228, 898, 243]
listing-entry: PASSOS MANUEL – «O Rei das Berlengas», às 21.30 (13 anos) bbox=[532, 1665, 776, 1675]
cinema-name: QUARTETO bbox=[1081, 1621, 1144, 1636]
teatros-banner bbox=[47, 1372, 256, 1411]
cinema-address: R. Martens Ferrão, 12-A bbox=[1081, 727, 1160, 735]
farmacias-col-2 bbox=[313, 216, 558, 1351]
coimbra-list: BAPTISTA — Praça da República, 9-10 Tel. 23747; RAINHA SANTA — Rua Figueira da Foz, 11-B Tel. 24737 bbox=[313, 760, 558, 781]
cinema-listing bbox=[1078, 1619, 1316, 1879]
lisboa-heading: Lisboa bbox=[144, 209, 205, 230]
cinema-program: 15.30, 18.30 e 21.30 Não. acons. men. 13 anos Um regalo para os apreciadores de filmes de acção escaldante! OS 3 PANTERAS NEGRAS bbox=[1351, 434, 1605, 477]
cinema-header bbox=[1332, 1505, 1624, 1521]
cinema-header bbox=[570, 870, 807, 886]
listing-entry: PAREDE – Royal-Cine – «A Mais Louca Aventura de Beau Geste», às 21.15 (13 anos) bbox=[268, 1458, 521, 1478]
cinema-phone: 322523 bbox=[1030, 626, 1059, 635]
cinema-phone: 779095 bbox=[1030, 1280, 1059, 1290]
cinema-name: CITY CINE bbox=[827, 468, 898, 483]
cinema-listing bbox=[1332, 226, 1624, 396]
cinema-address: Av. Marquês de Tomar bbox=[572, 889, 647, 897]
cinema-header bbox=[824, 903, 1062, 919]
cinema-header bbox=[824, 1569, 1062, 1585]
cinema-program: Às 14.30, 16.45, 19 e 21.30 Não ac. men. 13 a. BÚFALO BILL E OS ÍNDIOS Um filme de Robert Altman c/Paul Newman, Burt Lancaster e GeraldineChaplin bbox=[1094, 891, 1300, 944]
cinema-name: POLITEAMA bbox=[1081, 1484, 1152, 1500]
two-girls-figure-2 bbox=[1362, 2035, 1607, 2176]
cinema-phone: 897480 bbox=[776, 414, 804, 424]
column-divider bbox=[563, 144, 564, 1353]
comic-credit: © AGÊNCIA DAS SILVA · LISBOA bbox=[1052, 1983, 1059, 2086]
cinema-program: Sessões às 14.15, 16.30 e 21.30 h Grupo B — 10 anos O GLADIADOR INVENCÍVEL Um filme de Anthony Momplet Com Richard Harrison bbox=[873, 373, 1012, 426]
cinema-name: NIMAS bbox=[1081, 858, 1121, 874]
cinema-name: ALVALADE bbox=[572, 411, 636, 427]
cinema-phone: 821933 bbox=[1284, 1351, 1313, 1360]
issue-date: Quinta-feira, 24 de Maio de 1979 bbox=[47, 61, 295, 80]
cinema-phone: 803055 bbox=[776, 231, 804, 240]
speech-bubble-2: SIR! O MIÚDO DE TRÁS CHAMOU-ME UM NOME... bbox=[826, 1960, 1050, 2019]
cinema-phone: 776098 bbox=[776, 873, 804, 882]
masthead: Diário de Lisboa bbox=[767, 57, 928, 82]
marcie-figure bbox=[626, 2082, 720, 2181]
listing-entry: LUMIÈRE – Sala A – «O Gendarme e os Extra-Terrestres», às 21.30 (6 anos) bbox=[532, 1598, 789, 1618]
listing-entry: AMADORA – Lido – «A Grande Carrapata», às 21.30 (13 anos) bbox=[268, 1541, 507, 1550]
cinema-program: Às 14, 16.30, 19 e 21.30 N. ac. men. 13 a. John Travolta e Olivia Newton-John em GREASE (BRILHANTINA) Um filme de Randal Kleiser Colorido bbox=[610, 903, 767, 978]
farmacias-col-1 bbox=[47, 207, 301, 1351]
cinema-address: Av. da Liberdade, 175 bbox=[1335, 736, 1407, 744]
